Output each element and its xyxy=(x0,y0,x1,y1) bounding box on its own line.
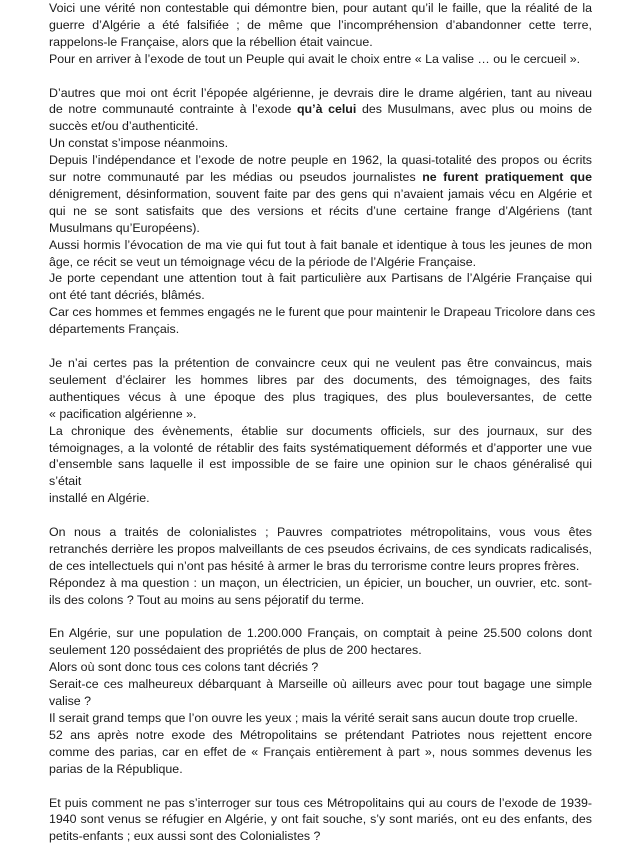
text-line xyxy=(49,101,592,118)
text-segment: sur notre communauté par les médias ou pseudos journalistes xyxy=(49,170,423,185)
text-line: dénigrement, désinformation, souvent faite par des gens qui n’avaient jamais vécu en Algérie et xyxy=(49,186,592,201)
text-line: guerre d’Algérie a été falsifiée ; de même que l’incompréhension d’abandonner cette terre, xyxy=(49,17,592,32)
text-line: de ces intellectuels qui n’ont pas hésité à armer le bras du terrorisme contre leurs propres frères. xyxy=(49,558,580,573)
bold-phrase: qu’à celui xyxy=(296,102,357,117)
text-line: âge, ce récit se veut un témoignage vécu de la période de l’Algérie Française. xyxy=(49,254,477,269)
text-line: qui ne se sont satisfaits que des versions et récits d’une certaine frange d’Algériens (tant xyxy=(49,203,592,218)
bold-phrase: ne furent pratiquement que xyxy=(422,170,593,185)
text-line: petits-enfants ; eux aussi sont des Colonialistes ? xyxy=(49,829,321,844)
text-line: témoignages, a la volonté de rétablir des faits systématiquement déformés et d’apporter une vue xyxy=(49,440,592,455)
text-line: Il serait grand temps que l’on ouvre les yeux ; mais la vérité serait sans aucun doute trop cruelle. xyxy=(49,711,578,725)
text-line: comme des parias, car en effet de « Français entièrement à part », nous sommes devenus les xyxy=(49,744,592,759)
text-segment: des Musulmans, avec plus ou moins de xyxy=(356,102,592,117)
text-line: rappelons-le Française, alors que la rébellion était vaincue. xyxy=(49,34,373,49)
text-line: On nous a traités de colonialistes ; Pauvres compatriotes métropolitains, vous vous êtes xyxy=(49,525,592,540)
paragraph-gap xyxy=(49,68,592,85)
text-line: seulement 120 possédaient des propriétés de plus de 200 hectares. xyxy=(49,643,422,658)
text-line: Répondez à ma question : un maçon, un électricien, un épicier, un boucher, un ouvrier, etc. sont- xyxy=(49,575,592,590)
text-line: succès et/ou d’authenticité. xyxy=(49,119,199,134)
text-line: ils des colons ? Tout au moins au sens péjoratif du terme. xyxy=(49,592,365,607)
text-line: « pacification algérienne ». xyxy=(49,406,197,421)
text-line: ont été tant décriés, blâmés. xyxy=(49,288,205,303)
paragraph-gap xyxy=(49,778,592,795)
text-line: seulement d’éclairer les hommes libres par des documents, des témoignages, des faits xyxy=(49,372,592,387)
text-line: Aussi hormis l’évocation de ma vie qui fut tout à fait banale et identique à tous les jeunes de mon xyxy=(49,237,592,252)
text-line: Musulmans qu’Européens). xyxy=(49,220,200,235)
paragraph-gap xyxy=(49,338,592,355)
text-line: 52 ans après notre exode des Métropolitains se prétendant Patriotes nous rejettent encore xyxy=(49,727,592,742)
text-line: D’autres que moi ont écrit l’épopée algérienne, je devrais dire le drame algérien, tant au niveau xyxy=(49,85,592,100)
text-line: Alors où sont donc tous ces colons tant décriés ? xyxy=(49,660,319,675)
text-segment: de notre communauté contrainte à l’exode xyxy=(49,102,297,117)
text-line: parias de la République. xyxy=(49,761,183,776)
text-line: La chronique des évènements, établie sur documents officiels, sur des journaux, sur des xyxy=(49,423,592,438)
text-line: retranchés derrière les propos malveillants de ces pseudos écrivains, de ces syndicats radicalisés, xyxy=(49,541,592,556)
text-line: En Algérie, sur une population de 1.200.000 Français, on comptait à peine 25.500 colons dont xyxy=(49,626,592,641)
text-line xyxy=(49,169,592,186)
text-line: Un constat s’impose néanmoins. xyxy=(49,136,229,151)
text-line: Je n’ai certes pas la prétention de convaincre ceux qui ne veulent pas être convaincus, mais xyxy=(49,356,592,370)
text-line: Et puis comment ne pas s’interroger sur tous ces Métropolitains qui au cours de l’exode de 1939- xyxy=(49,795,592,810)
text-line: départements Français. xyxy=(49,322,180,337)
text-line: Pour en arriver à l’exode de tout un Peuple qui avait le choix entre « La valise … ou le cercueil ». xyxy=(49,51,581,66)
paragraph-gap xyxy=(49,609,592,626)
paragraph-gap xyxy=(49,507,592,524)
text-line: Depuis l’indépendance et l’exode de notre peuple en 1962, la quasi-totalité des propos ou écrits xyxy=(49,153,592,168)
text-line: d’ensemble sans laquelle il est impossible de se faire une opinion sur le chaos généralisé qui s’était xyxy=(49,457,592,489)
text-line: Voici une vérité non contestable qui démontre bien, pour autant qu’il le faille, que la réalité de la xyxy=(49,1,592,15)
text-line: authentiques vécus à une époque des plus tragiques, des plus bouleversantes, de cette xyxy=(49,389,592,404)
text-line: valise ? xyxy=(49,694,92,709)
text-line: Car ces hommes et femmes engagés ne le furent que pour maintenir le Drapeau Tricolore dans ces xyxy=(49,305,596,320)
text-line: 1940 sont venus se réfugier en Algérie, y ont fait souche, s’y sont mariés, ont eu des enfants, des xyxy=(49,812,592,827)
text-line: installé en Algérie. xyxy=(49,491,150,506)
text-line: Serait-ce ces malheureux débarquant à Marseille où ailleurs avec pour tout bagage une simple xyxy=(49,677,592,692)
text-line: Je porte cependant une attention tout à fait particulière aux Partisans de l’Algérie Française qui xyxy=(49,271,592,286)
